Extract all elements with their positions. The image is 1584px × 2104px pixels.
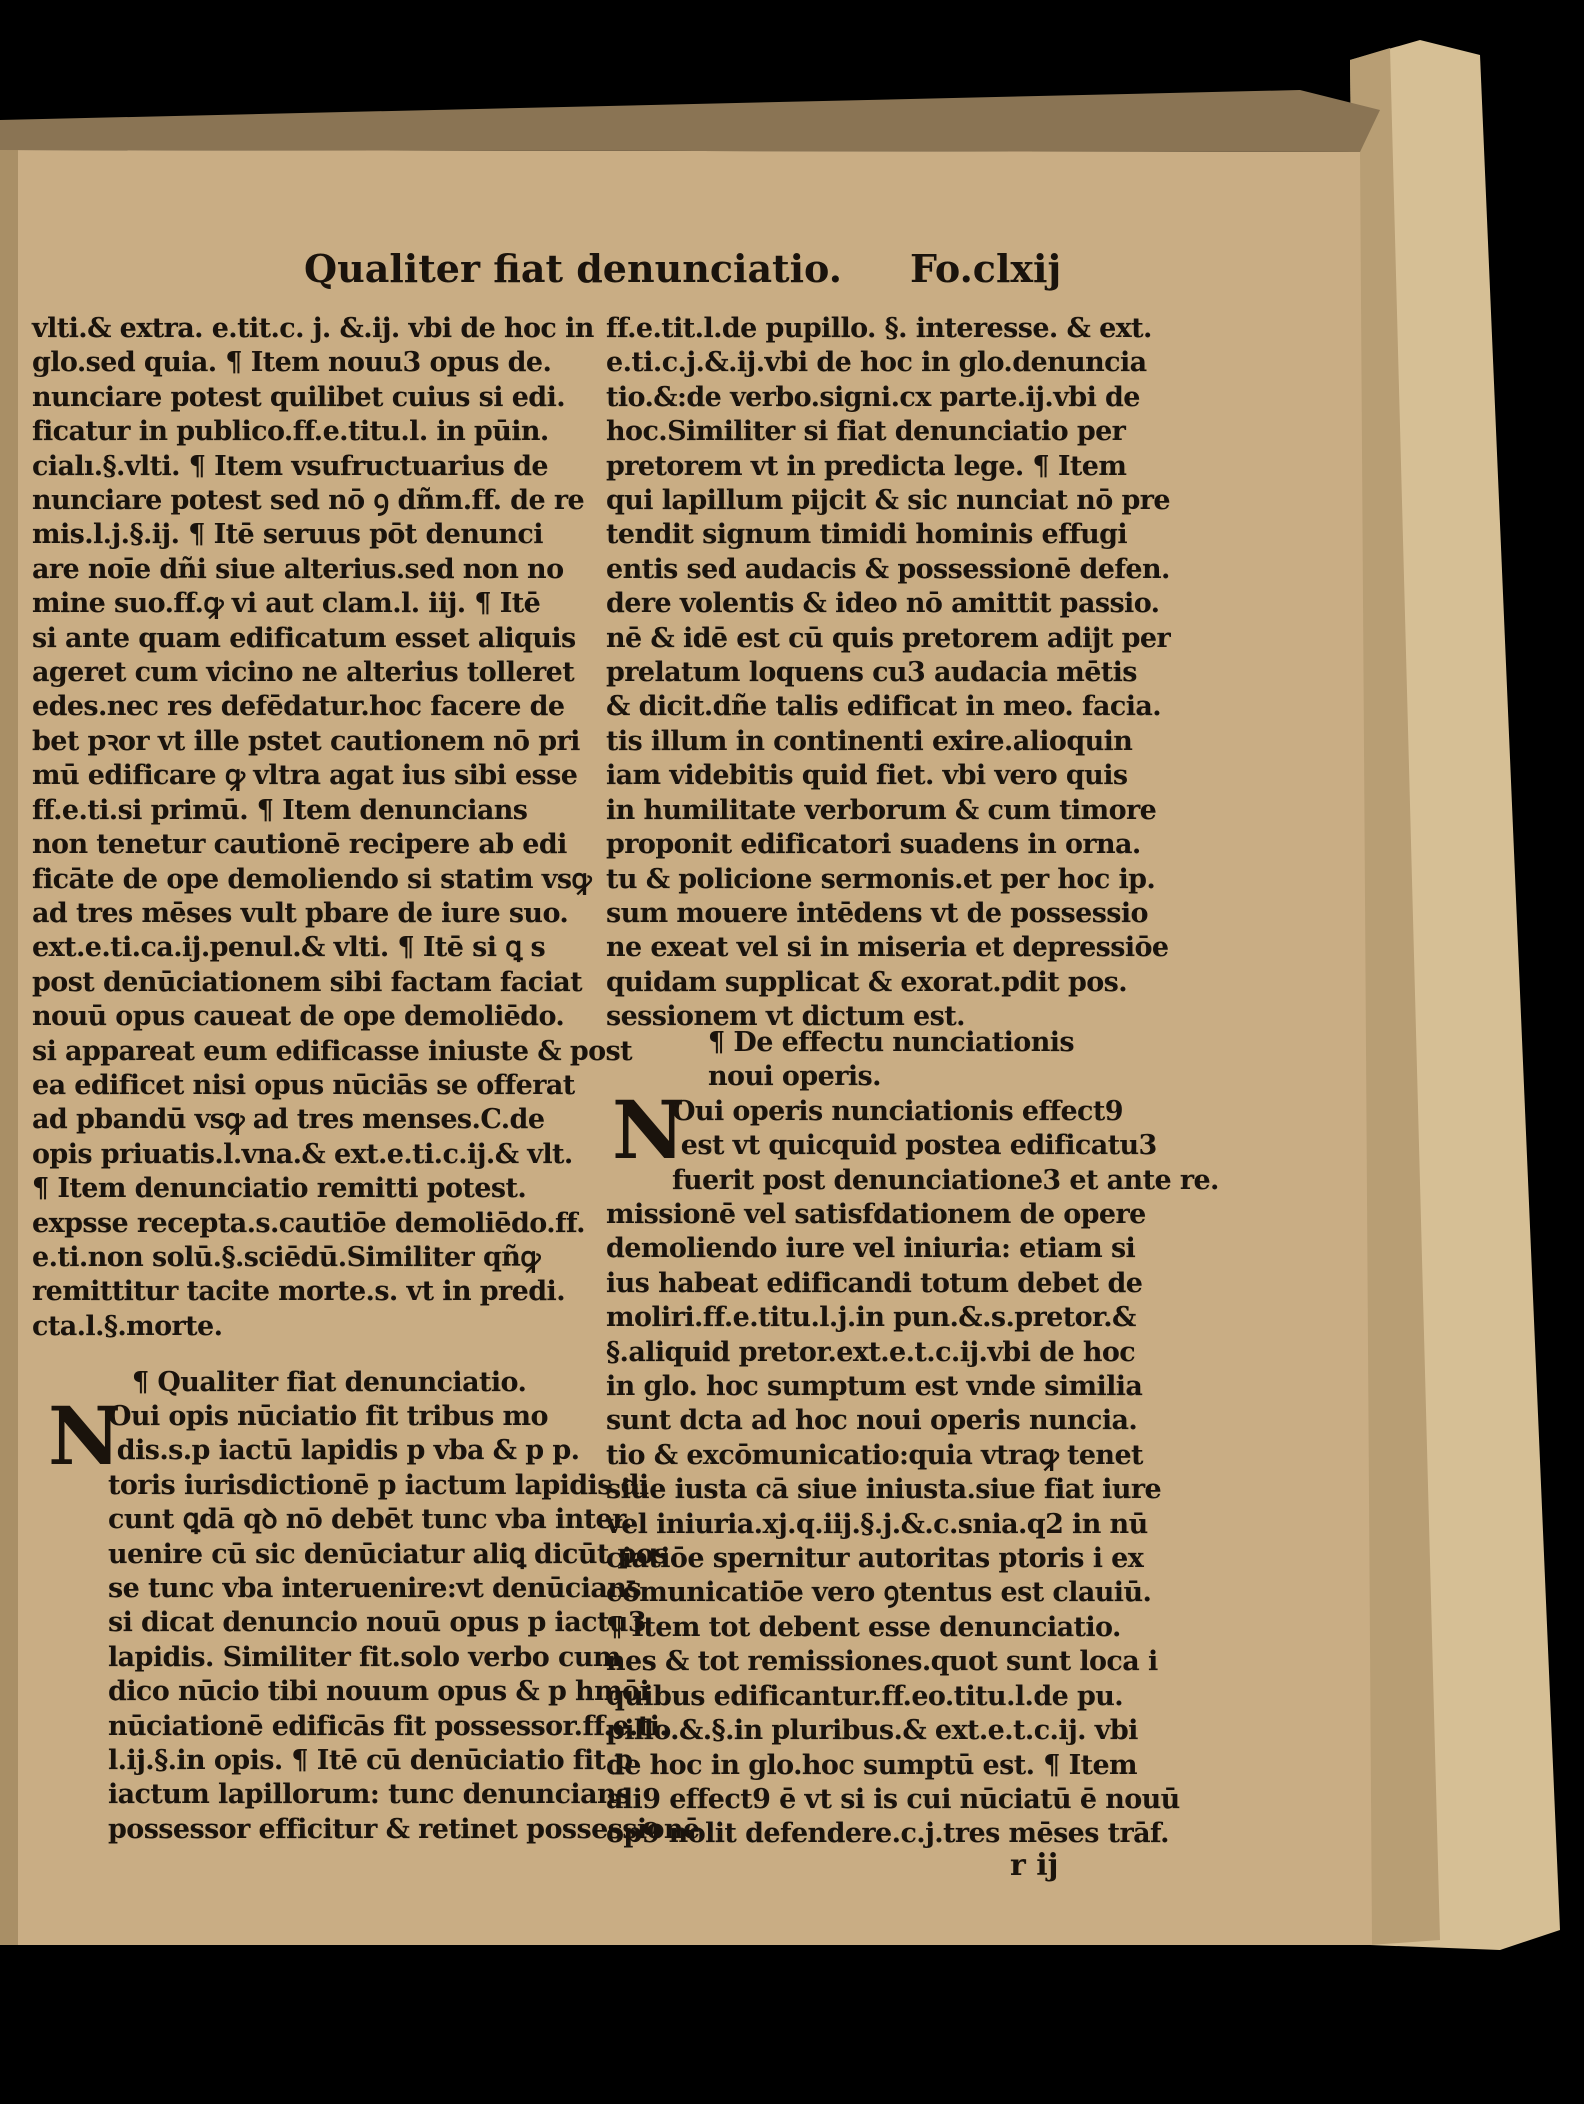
left-section-heading: ¶ Qualiter fiat denunciatio. — [132, 1367, 527, 1398]
right-column-text-middle: Oui operis nunciationis effect9 est vt quicquid postea edificatu3 fuerit post denunciatione3 et ante re. — [672, 1096, 1219, 1196]
right-section-heading: ¶ De effectu nunciationis noui operis. — [708, 1027, 1075, 1093]
signature-mark: r ij — [1010, 1848, 1059, 1883]
running-head: Qualiter fiat denunciatio. — [304, 246, 842, 291]
right-column-text-top: ff.e.tit.l.de pupillo. §. interesse. & ext. e.ti.c.j.&.ij.vbi de hoc in glo.denuncia tio.&:de verbo.signi.cx parte.ij.vbi de hoc.Similiter si fiat denunciatio per pretorem vt in predicta lege. ¶ Item qui lapillum pijcit & sic nunciat nō pre tendit signum timidi hominis effugi entis sed audacis & possessionē defen. dere volentis & ideo nō amittit passio. nē & idē est cū quis pretorem adijt per prelatum loquens cu3 audacia mētis & dicit.dñe talis edificat in meo. facia. tis illum in continenti exire.alioquin iam videbitis quid fiet. vbi vero quis in humilitate verborum & cum timore proponit edificatori suadens in orna. tu & policione sermonis.et per hoc ip. sum mouere intēdens vt de possessio ne exeat vel si in miseria et depressiōe quidam supplicat & exorat.pdit pos. sessionem vt dictum est. — [606, 313, 1171, 1033]
left-column-text-top: vlti.& extra. e.tit.c. j. &.ij. vbi de hoc in glo.sed quia. ¶ Item nouu3 opus de. nunciare potest quilibet cuius si edi. ficatur in publico.ff.e.titu.l. in pūin. cialı.§.vlti. ¶ Item vsufructuarius de nunciare potest sed nō ꝯ dñm.ff. de re mis.l.j.§.ij. ¶ Itē seruus pōt denunci are noīe dñi siue alterius.sed non no mine suo.ff.ꝙ vi aut clam.l. iij. ¶ Itē si ante quam edificatum esset aliquis ageret cum vicino ne alterius tolleret edes.nec res defēdatur.hoc facere de bet pꝛor vt ille pstet cautionem nō pri mū edificare ꝙ vltra agat ius sibi esse ff.e.ti.si primū. ¶ Item denuncians non tenetur cautionē recipere ab edi ficāte de ope demoliendo si statim vsꝙ ad tres mēses vult pbare de iure suo. ext.e.ti.ca.ij.penul.& vlti. ¶ Itē si ꝗ s post denūciationem sibi factam faciat nouū opus caueat de ope demoliēdo. si appareat eum edificasse iniuste & post ea edificet nisi opus nūciās se offerat ad pbandū vsꝙ ad tres menses.C.de opis priuatis.l.vna.& ext.e.ti.c.ij.& vlt. ¶ Item denunciatio remitti potest. expsse recepta.s.cautiōe demoliēdo.ff. e.ti.non solū.§.sciēdū.Similiter qñꝙ remittitur tacite morte.s. vt in predi. cta.l.§.morte. — [32, 313, 633, 1342]
right-decorated-initial: N — [612, 1083, 686, 1177]
left-decorated-initial: N — [48, 1389, 122, 1483]
right-column-text-bottom: missionē vel satisfdationem de opere demoliendo iure vel iniuria: etiam si ius habeat edificandi totum debet de moliri.ff.e.titu.l.j.in pun.&.s.pretor.& §.aliquid pretor.ext.e.t.c.ij.vbi de hoc in glo. hoc sumptum est vnde similia sunt dcta ad hoc noui operis nuncia. tio & excōmunicatio:quia vtraꝙ tenet siue iusta cā siue iniusta.siue fiat iure vel iniuria.xj.q.iij.§.j.&.c.snia.q2 in nū ciatiōe spernitur autoritas ptoris i ex cōmunicatiōe vero ꝯtentus est clauiū. ¶ Item tot debent esse denunciatio. nes & tot remissiones.quot sunt loca i quibus edificantur.ff.eo.titu.l.de pu. pillo.&.§.in pluribus.& ext.e.t.c.ij. vbi de hoc in glo.hoc sumptū est. ¶ Item ali9 effect9 ē vt si is cui nūciatū ē nouū op9 nolit defendere.c.j.tres mēses trāf. — [606, 1199, 1180, 1850]
paper-shadow-left — [0, 150, 18, 1945]
left-column-text-bottom: Oui opis nūciatio fit tribus mo dis.s.p iactū lapidis p vba & p p. toris iurisdictionē p iactum lapidis di cunt ꝗdā qꝺ nō debēt tunc vba inter. uenire cū sic denūciatur aliꝗ dicūt pos se tunc vba interuenire:vt denūcians si dicat denuncio nouū opus p iactu3 lapidis. Similiter fit.solo verbo cum dico nūcio tibi nouum opus & p hmōi nūciationē edificās fit possessor.ff.e.ti. l.ij.§.in opis. ¶ Itē cū denūciatio fit p iactum lapillorum: tunc denuncians possessor efficitur & retinet possessionē — [108, 1401, 700, 1845]
folio-number: Fo.clxij — [910, 246, 1062, 291]
